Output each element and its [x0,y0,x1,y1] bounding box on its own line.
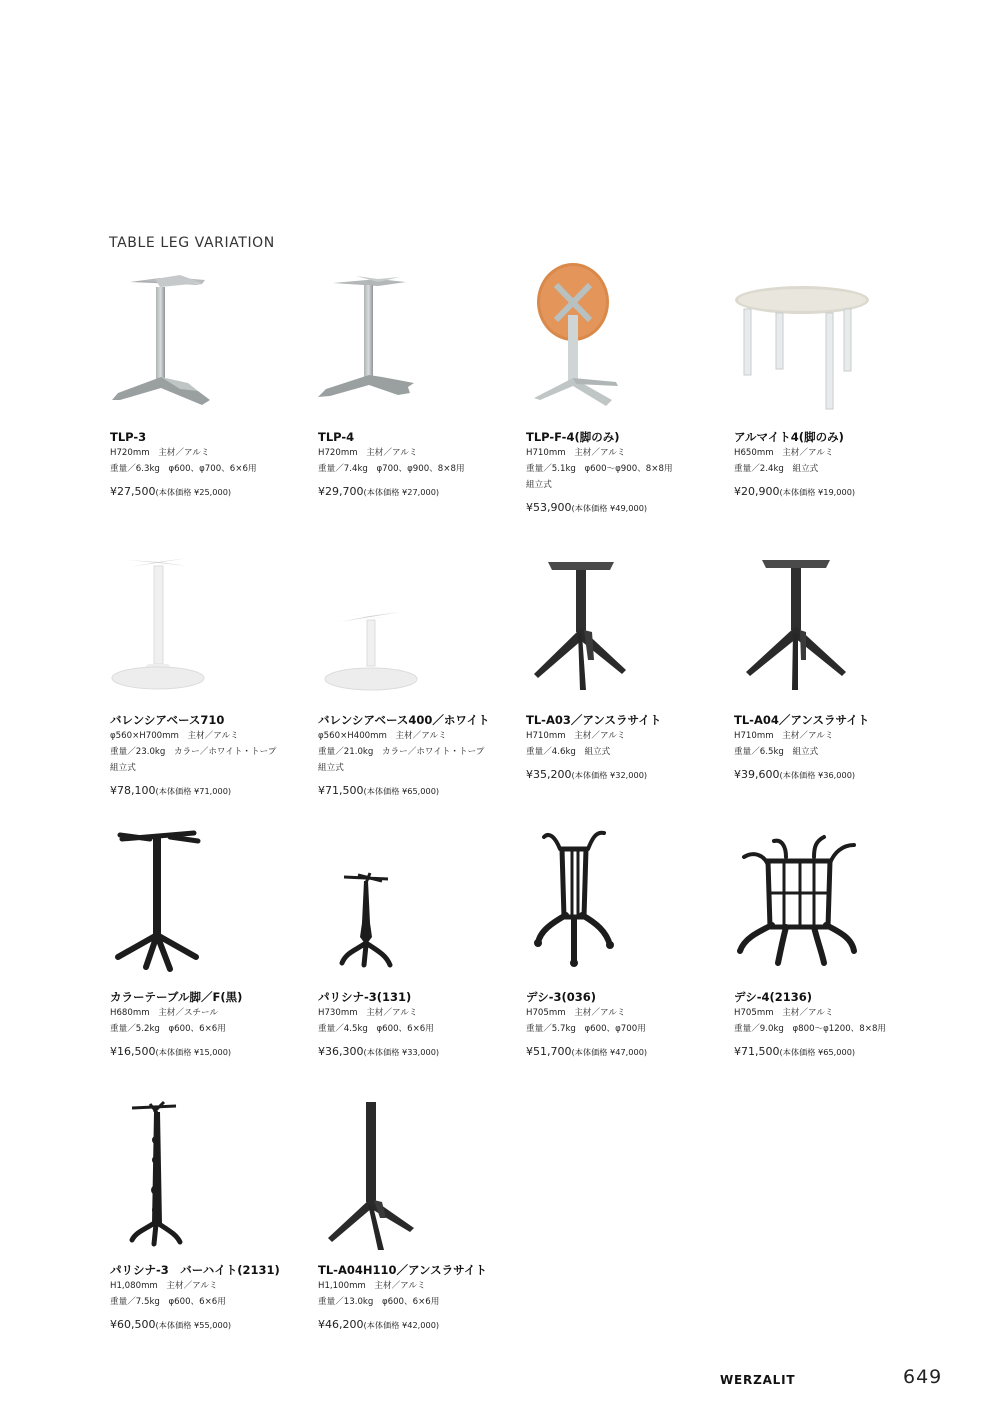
product-spec: H710mm 主材／アルミ [734,731,834,741]
price-base: (本体価格 ¥25,000) [155,487,232,497]
product-image [734,548,934,698]
price-value: ¥20,900 [734,485,780,498]
product-price [526,1044,726,1060]
price-value: ¥39,600 [734,768,780,781]
price-base: (本体価格 ¥32,000) [571,770,648,780]
page-number: 649 [903,1366,943,1388]
price-base: (本体価格 ¥15,000) [155,1047,232,1057]
product-price [734,767,934,783]
product-image [110,827,310,977]
product-spec: 重量／2.4kg 組立式 [734,464,819,474]
price-base: (本体価格 ¥36,000) [779,770,856,780]
price-value: ¥71,500 [734,1045,780,1058]
product-name: TL-A04／アンスラサイト [734,713,870,727]
product-spec: H650mm 主材／アルミ [734,448,834,458]
product-name: TL-A03／アンスラサイト [526,713,662,727]
price-value: ¥29,700 [318,485,364,498]
product-spec: 組立式 [526,480,552,490]
product-image [110,265,310,415]
product-price [318,1044,518,1060]
product-name: デシ-4(2136) [734,990,813,1004]
product-spec: 重量／23.0kg カラー／ホワイト・トープ [110,747,277,757]
product-spec: H705mm 主材／アルミ [734,1008,834,1018]
price-base: (本体価格 ¥33,000) [363,1047,440,1057]
product-name: パリシナ-3(131) [318,990,412,1004]
price-value: ¥78,100 [110,784,156,797]
product-spec: 重量／7.5kg φ600、6×6用 [110,1297,226,1307]
price-base: (本体価格 ¥55,000) [155,1320,232,1330]
brand-name: WERZALIT [720,1373,796,1387]
product-spec: 組立式 [318,763,344,773]
product-spec: 重量／6.3kg φ600、φ700、6×6用 [110,464,257,474]
product-image [526,548,726,698]
price-base: (本体価格 ¥65,000) [363,786,440,796]
price-base: (本体価格 ¥49,000) [571,503,648,513]
product-name: TL-A04H110／アンスラサイト [318,1263,487,1277]
product-image [526,827,726,977]
product-image [734,827,934,977]
price-value: ¥51,700 [526,1045,572,1058]
product-name: カラーテーブル脚／F(黒) [110,990,243,1004]
product-spec: 重量／6.5kg 組立式 [734,747,819,757]
product-spec: 重量／5.2kg φ600、6×6用 [110,1024,226,1034]
product-price [526,767,726,783]
product-price [734,1044,934,1060]
product-spec: 組立式 [110,763,136,773]
product-spec: H710mm 主材／アルミ [526,448,626,458]
product-spec: H1,100mm 主材／アルミ [318,1281,426,1291]
product-spec: H710mm 主材／アルミ [526,731,626,741]
product-spec: 重量／5.1kg φ600～φ900、8×8用 [526,464,673,474]
section-title: TABLE LEG VARIATION [109,235,275,251]
product-spec: 重量／4.5kg φ600、6×6用 [318,1024,434,1034]
product-image [318,548,518,698]
product-name: アルマイト4(脚のみ) [734,430,844,444]
product-image [734,265,934,415]
product-price [734,484,934,500]
product-spec: H680mm 主材／スチール [110,1008,219,1018]
product-spec: H705mm 主材／アルミ [526,1008,626,1018]
product-spec: H1,080mm 主材／アルミ [110,1281,218,1291]
product-name: TLP-3 [110,430,147,444]
price-value: ¥60,500 [110,1318,156,1331]
product-price [318,783,518,799]
product-name: TLP-F-4(脚のみ) [526,430,620,444]
product-price [526,500,726,516]
product-spec: H720mm 主材／アルミ [318,448,418,458]
product-spec: 重量／7.4kg φ700、φ900、8×8用 [318,464,465,474]
product-name: デシ-3(036) [526,990,597,1004]
price-value: ¥35,200 [526,768,572,781]
price-value: ¥71,500 [318,784,364,797]
product-image [318,1100,518,1250]
price-value: ¥36,300 [318,1045,364,1058]
product-price [318,484,518,500]
price-base: (本体価格 ¥19,000) [779,487,856,497]
product-spec: 重量／21.0kg カラー／ホワイト・トープ [318,747,485,757]
product-price [110,1044,310,1060]
price-base: (本体価格 ¥47,000) [571,1047,648,1057]
product-spec: H730mm 主材／アルミ [318,1008,418,1018]
product-spec: 重量／4.6kg 組立式 [526,747,611,757]
product-image [318,827,518,977]
product-price [318,1317,518,1333]
price-base: (本体価格 ¥71,000) [155,786,232,796]
product-spec: 重量／9.0kg φ800～φ1200、8×8用 [734,1024,887,1034]
product-spec: φ560×H700mm 主材／アルミ [110,731,239,741]
price-value: ¥53,900 [526,501,572,514]
price-base: (本体価格 ¥42,000) [363,1320,440,1330]
product-price [110,484,310,500]
product-name: バレンシアベース710 [110,713,225,727]
product-spec: φ560×H400mm 主材／アルミ [318,731,447,741]
price-base: (本体価格 ¥27,000) [363,487,440,497]
product-image [318,265,518,415]
product-name: TLP-4 [318,430,355,444]
product-price [110,783,310,799]
product-spec: 重量／13.0kg φ600、6×6用 [318,1297,440,1307]
price-base: (本体価格 ¥65,000) [779,1047,856,1057]
product-name: バレンシアベース400／ホワイト [318,713,490,727]
price-value: ¥46,200 [318,1318,364,1331]
product-name: パリシナ-3 バーハイト(2131) [110,1263,280,1277]
product-image [526,260,726,410]
price-value: ¥16,500 [110,1045,156,1058]
product-image [110,548,310,698]
product-price [110,1317,310,1333]
price-value: ¥27,500 [110,485,156,498]
product-spec: H720mm 主材／アルミ [110,448,210,458]
product-image [110,1100,310,1250]
product-spec: 重量／5.7kg φ600、φ700用 [526,1024,646,1034]
